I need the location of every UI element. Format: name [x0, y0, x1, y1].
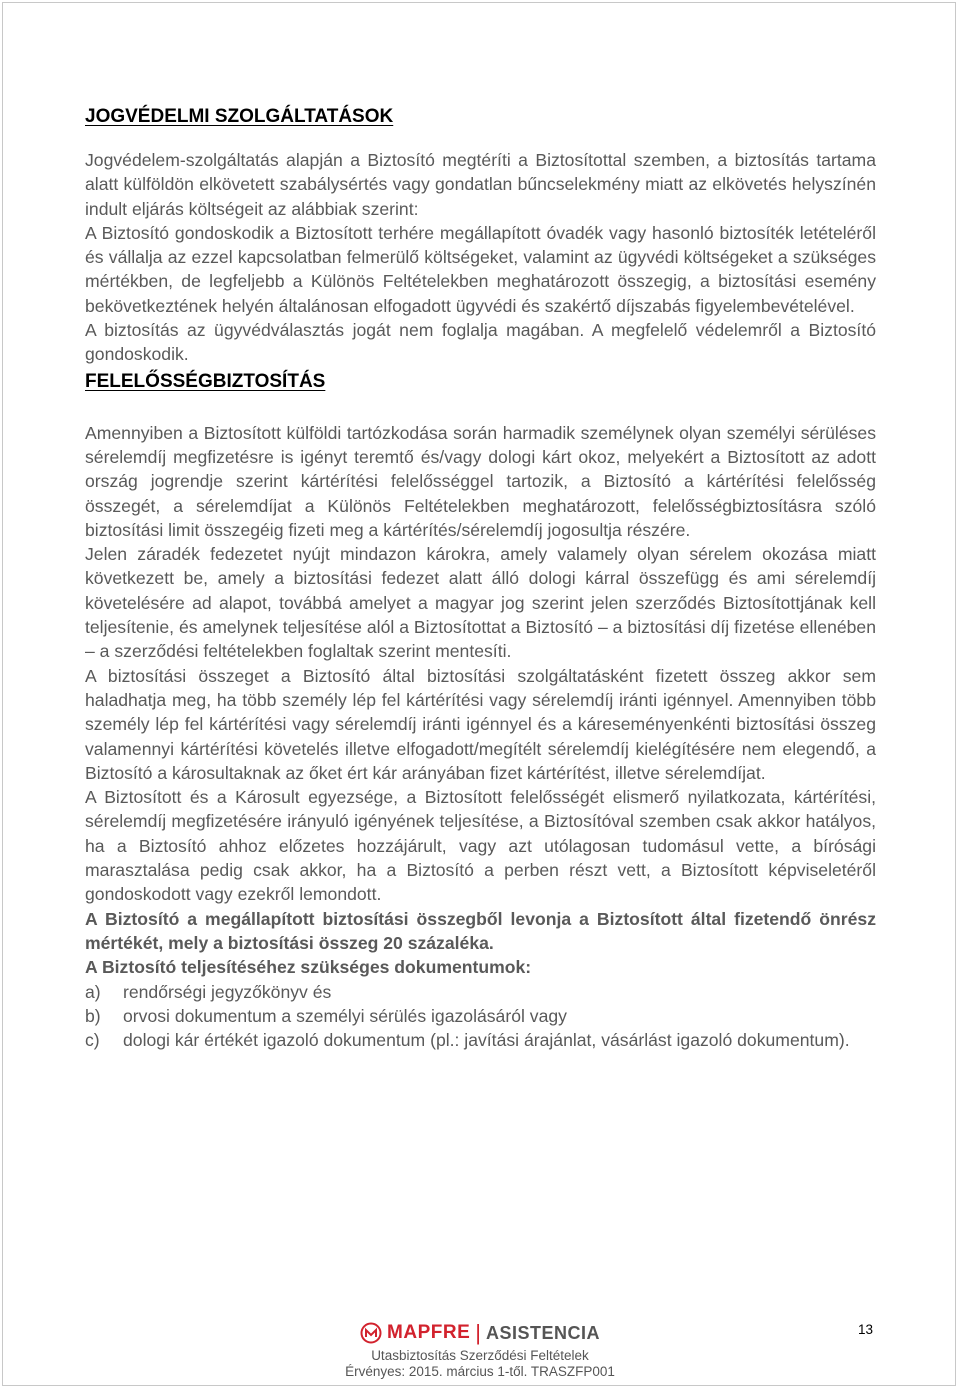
list-item-text: rendőrségi jegyzőkönyv és [123, 981, 332, 1002]
list-item [85, 1028, 876, 1052]
list-marker: b) [85, 1005, 101, 1026]
list-marker: c) [85, 1030, 100, 1051]
footer-document-title: Utasbiztosítás Szerződési Feltételek [371, 1348, 589, 1363]
logo-separator: | [475, 1320, 481, 1345]
paragraph: Jelen záradék fedezetet nyújt mindazon károkra, amely valamely olyan sérelem okozása miatt következett be, amely a biztosítási fedezet alatt álló dologi kárral összefügg és ami sérelemdíj követelésére ad alapot, továbbá amelyet a magyar jog szerint jelen szerződés Biztosítottjának kell teljesítenie, és amelynek teljesítése alól a Biztosítottat a Biztosító – a biztosítási díj fizetése ellenében – a szerződési feltételekben foglaltak szerint mentesíti. [85, 544, 876, 662]
paragraph: A Biztosító gondoskodik a Biztosított terhére megállapított óvadék vagy hasonló biztosíték letételéről és vállalja az ezzel kapcsolatban felmerülő költségeket, valamint az ügyvédi költségeket a szükséges mértékben, de legfeljebb a Különös Feltételekben meghatározott összegig, a biztosítási esemény bekövetkeztének helyén általánosan elfogadott ügyvédi és szakértő díjszabás figyelembevételével. [85, 222, 876, 316]
paragraph: Amennyiben a Biztosított külföldi tartózkodása során harmadik személynek olyan személyi sérüléses sérelemdíj megfizetésre is igényt teremtő és/vagy dologi kárt okoz, melyekért a Biztosított az adott ország jogrendje szerint kártérítési felelősséggel tartozik, a Biztosító a kártérítési felelősség összegét, a sérelemdíjat a Különös Feltételekben meghatározott, felelősségbiztosításra szóló biztosítási limit összegéig fizeti meg a kártérítés/sérelemdíj jogosultja részére. [85, 422, 876, 540]
page-footer [0, 1320, 960, 1380]
logo-text-asistencia: ASISTENCIA [485, 1323, 600, 1343]
footer-validity: Érvényes: 2015. március 1-től. TRASZFP001 [345, 1364, 615, 1379]
paragraph: Jogvédelem-szolgáltatás alapján a Biztosító megtéríti a Biztosítottal szemben, a biztosítás tartama alatt külföldön elkövetett szabálysértés vagy gondatlan bűncselekmény miatt az elkövetés helyszínén indult eljárás költségeit az alábbiak szerint: [85, 150, 876, 219]
document-body [85, 102, 876, 1052]
documents-heading: A Biztosító teljesítéséhez szükséges dokumentumok: [85, 957, 532, 978]
list-item-text: orvosi dokumentum a személyi sérülés igazolásáról vagy [123, 1005, 567, 1026]
paragraph: A biztosítás az ügyvédválasztás jogát nem foglalja magában. A megfelelő védelemről a Biztosító gondoskodik. [85, 320, 876, 365]
list-item [85, 1004, 876, 1028]
documents-list [85, 980, 876, 1053]
list-item-text: dologi kár értékét igazoló dokumentum (pl.: javítási árajánlat, vásárlást igazoló dokumentum). [123, 1030, 850, 1051]
logo-text-mapfre: MAPFRE [387, 1322, 471, 1343]
deductible-note: A Biztosító a megállapított biztosítási összegből levonja a Biztosított által fizetendő önrész mértékét, mely a biztosítási összeg 20 százaléka. [85, 908, 876, 953]
list-marker: a) [85, 981, 101, 1002]
footer-logo [0, 1320, 960, 1346]
section-heading-jogvedelem: JOGVÉDELMI SZOLGÁLTATÁSOK [85, 106, 394, 127]
mapfre-logo-icon [360, 1322, 382, 1344]
section-heading-felelossegbiztositas: FELELŐSSÉGBIZTOSÍTÁS [85, 370, 326, 392]
list-item [85, 980, 876, 1004]
paragraph: A biztosítási összeget a Biztosító által biztosítási szolgáltatásként fizetett összeg akkor sem haladhatja meg, ha több személy lép fel kártérítési vagy sérelemdíj iránti igénnyel. Amennyiben több személy lép fel kártérítési vagy sérelemdíj iránti igénnyel és a káreseményenkénti biztosítási összeg valamennyi kártérítési követelés illetve elfogadott/megítélt sérelemdíj kielégítésére nem elegendő, a Biztosító a károsultaknak az őket ért kár arányában fizet kártérítést, illetve sérelemdíjat. [85, 665, 876, 783]
paragraph: A Biztosított és a Károsult egyezsége, a Biztosított felelősségét elismerő nyilatkozata, kártérítési, sérelemdíj megfizetésére irányuló igényének teljesítése, a Biztosítóval szemben csak akkor hatályos, ha a Biztosító ahhoz előzetes hozzájárult, vagy azt utólagosan tudomásul vette, a bírósági marasztalása pedig csak akkor, ha a Biztosító a perben részt vett, a Biztosított képviseletéről gondoskodott vagy ezekről lemondott. [85, 787, 876, 905]
page-number: 13 [858, 1322, 874, 1337]
